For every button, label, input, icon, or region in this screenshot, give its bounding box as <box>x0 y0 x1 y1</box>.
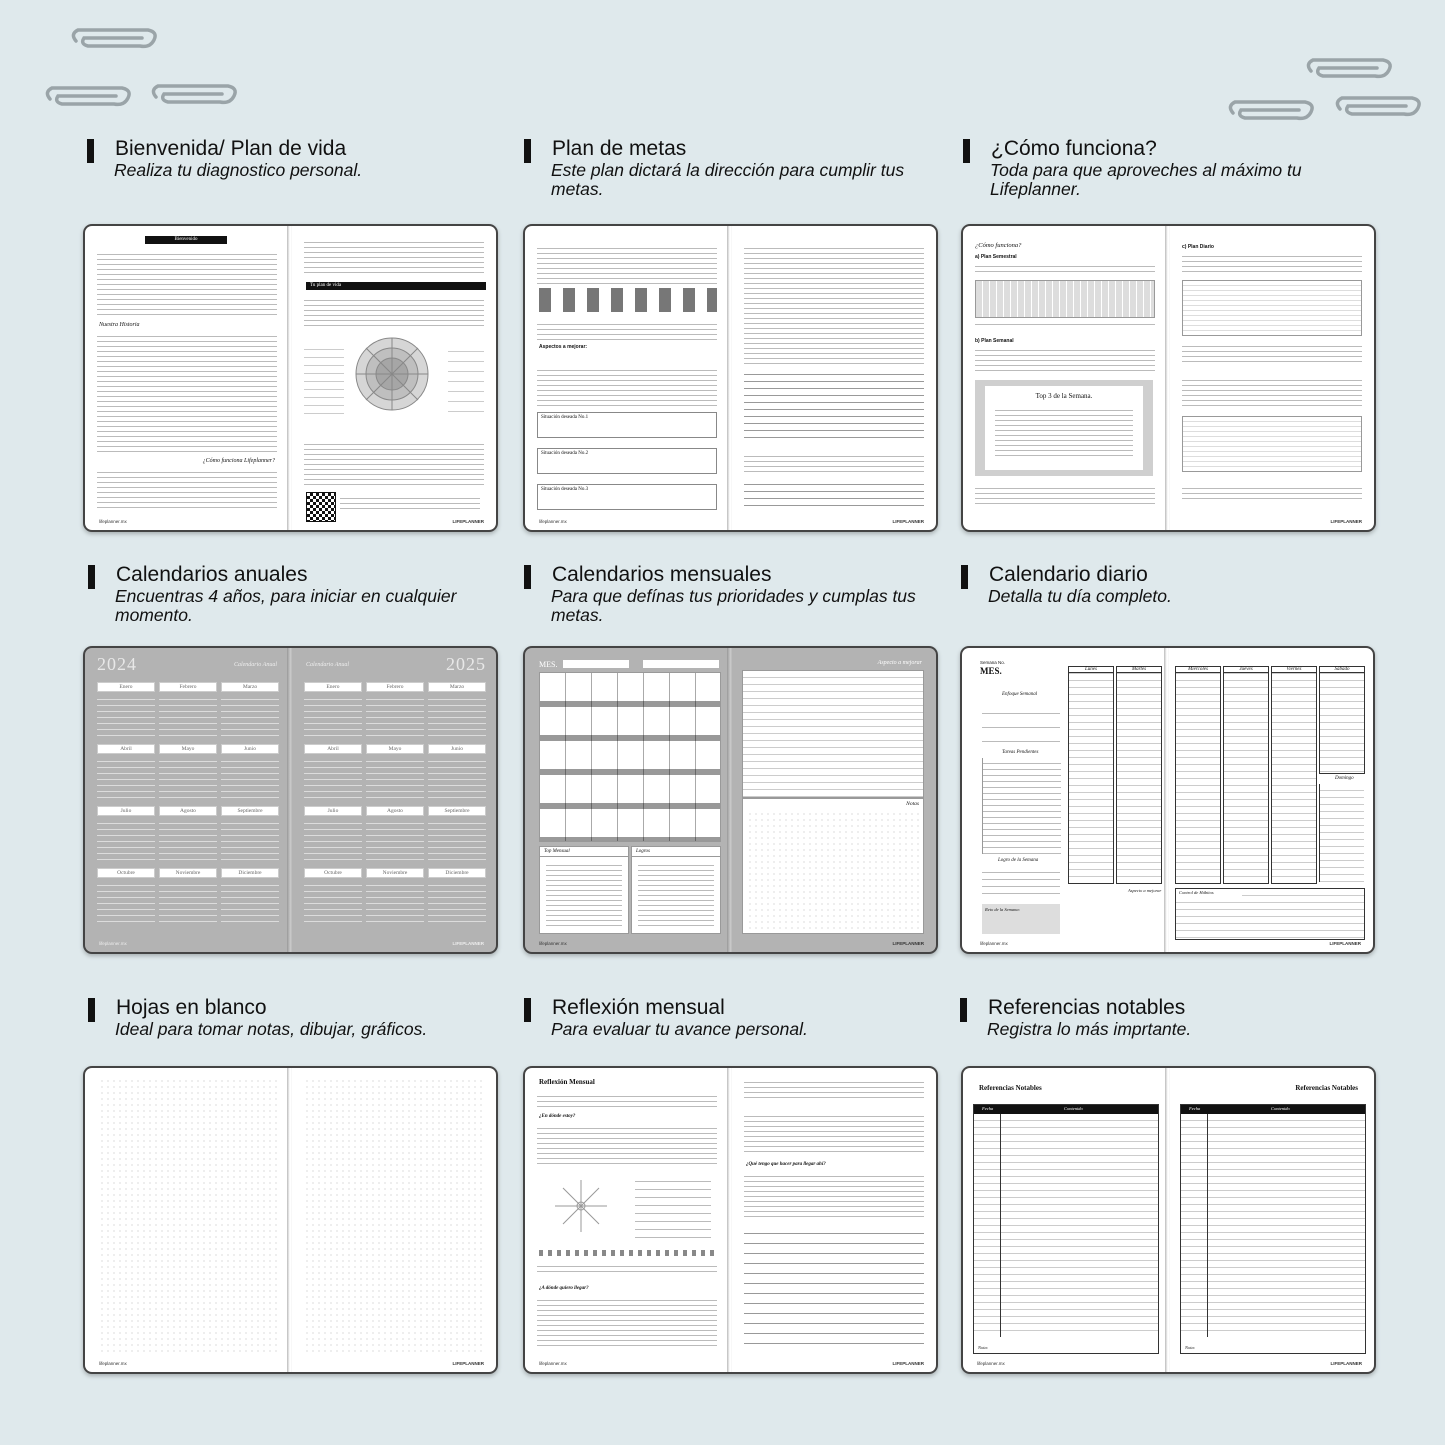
month-name: Mayo <box>159 744 217 754</box>
month-days <box>159 880 217 924</box>
month-name: Agosto <box>366 806 424 816</box>
aspects-label: Aspectos a mejorar: <box>539 344 588 350</box>
box-label: Situación deseada No.1 <box>541 415 589 420</box>
page-right <box>1170 226 1374 530</box>
month-name: Marzo <box>221 682 279 692</box>
month-days <box>304 818 362 862</box>
text-block <box>304 440 484 486</box>
month-block <box>159 806 217 862</box>
day-column-sabado <box>1319 666 1365 774</box>
book-plan-de-metas <box>523 224 938 532</box>
month-days <box>221 694 279 738</box>
period-list <box>448 342 484 418</box>
icon-row <box>539 288 717 312</box>
text-block <box>744 244 924 364</box>
day-title: Miércoles <box>1176 667 1220 673</box>
month-name: Junio <box>428 744 486 754</box>
month-input[interactable] <box>563 660 629 668</box>
section-subtitle: Toda para que aproveches al máximo tu Lifeplanner. <box>990 160 1302 199</box>
section-subtitle: Para evaluar tu avance personal. <box>551 1019 808 1039</box>
paperclip-icon <box>42 84 134 114</box>
subheading: b) Plan Semanal <box>975 338 1014 344</box>
section-marker <box>963 139 970 163</box>
text-block <box>537 1124 717 1168</box>
reto-box <box>982 904 1060 934</box>
section-marker <box>88 565 95 589</box>
month-days <box>304 756 362 800</box>
nota-row: Nota: <box>1185 1345 1196 1350</box>
box-title: Top Mensual <box>540 847 628 857</box>
month-name: Noviembre <box>159 868 217 878</box>
section-title: Calendario diario <box>989 563 1148 586</box>
month-name: Enero <box>97 682 155 692</box>
month-block <box>428 806 486 862</box>
section-subtitle: Realiza tu diagnostico personal. <box>114 160 363 180</box>
month-days <box>97 880 155 924</box>
table-rows <box>974 1114 1158 1337</box>
month-block <box>97 682 155 738</box>
month-days <box>428 756 486 800</box>
section-title: ¿Cómo funciona? <box>991 137 1157 160</box>
footer-right: LIFEPLANNER <box>892 519 924 524</box>
section-title: Referencias notables <box>988 996 1186 1019</box>
aspect-header: Aspecto a mejorar <box>877 660 922 666</box>
month-days <box>304 694 362 738</box>
footer-left: lifeplanner.mx <box>977 1361 1005 1366</box>
box-lines <box>638 861 714 929</box>
paperclip-icon <box>1303 56 1395 86</box>
month-days <box>428 880 486 924</box>
month-block <box>97 806 155 862</box>
paperclip-icon <box>1225 98 1317 128</box>
day-title: Viernes <box>1272 667 1316 673</box>
page-left <box>85 648 289 952</box>
month-days <box>221 756 279 800</box>
reto-title: Reto de la Semana: <box>985 907 1021 912</box>
text-block <box>975 320 1155 328</box>
footer-right: LIFEPLANNER <box>452 1361 484 1366</box>
text-block <box>744 1172 924 1218</box>
book-calendarios-anuales <box>83 646 498 954</box>
desired-situation-box <box>537 412 717 438</box>
wheel-of-life-chart <box>352 334 432 414</box>
text-block <box>744 452 924 472</box>
day-title: Sábado <box>1320 667 1364 673</box>
footer-left: lifeplanner.mx <box>980 941 1008 946</box>
month-days <box>159 818 217 862</box>
month-block <box>159 868 217 924</box>
page-left <box>963 226 1167 530</box>
month-name: Mayo <box>366 744 424 754</box>
month-block <box>159 682 217 738</box>
subheading: a) Plan Semestral <box>975 254 1017 260</box>
text-block <box>744 1078 924 1102</box>
references-table <box>973 1104 1159 1354</box>
notes-box <box>742 798 924 934</box>
section-title: Reflexión mensual <box>552 996 725 1019</box>
day-column-viernes <box>1271 666 1317 884</box>
month-days <box>221 880 279 924</box>
month-days <box>366 818 424 862</box>
month-name: Octubre <box>304 868 362 878</box>
text-block <box>537 366 717 410</box>
month-days <box>159 756 217 800</box>
day-title: Jueves <box>1224 667 1268 673</box>
section-marker <box>87 139 94 163</box>
section-marker <box>961 565 968 589</box>
pendientes-box <box>982 758 1061 854</box>
logro-title: Logro de la Semana <box>998 858 1039 863</box>
subheading: Nuestra Historia <box>99 322 140 328</box>
box-label: Situación deseada No.2 <box>541 451 589 456</box>
page-heading: Referencias Notables <box>1295 1084 1358 1092</box>
page-right <box>292 648 496 952</box>
footer-right: LIFEPLANNER <box>452 941 484 946</box>
column-header: Fecha <box>1189 1106 1201 1111</box>
year-label: 2025 <box>446 654 486 674</box>
habit-title: Control de Hábitos <box>1176 889 1242 896</box>
text-block <box>304 238 484 276</box>
column-header: Contenido <box>1271 1106 1290 1111</box>
subheading: ¿En dónde estoy? <box>539 1114 576 1119</box>
month-days <box>428 694 486 738</box>
section-subtitle: Ideal para tomar notas, dibujar, gráficos. <box>115 1019 428 1039</box>
box-label: Situación deseada No.3 <box>541 487 589 492</box>
month-days <box>366 694 424 738</box>
month-block <box>159 744 217 800</box>
page-heading: Referencias Notables <box>979 1084 1042 1092</box>
footer-left: lifeplanner.mx <box>99 519 127 524</box>
task-lines <box>742 670 924 798</box>
month-block <box>366 806 424 862</box>
page-right <box>732 226 936 530</box>
steps-table <box>744 1224 924 1350</box>
page-header: Tu plan de vida <box>306 282 486 290</box>
dot-grid <box>99 1078 277 1352</box>
footer-right: LIFEPLANNER <box>892 941 924 946</box>
month-block <box>221 744 279 800</box>
section-title: Bienvenida/ Plan de vida <box>115 137 347 160</box>
paperclip-icon <box>1332 94 1424 124</box>
month-name: Agosto <box>159 806 217 816</box>
day-column-domingo <box>1319 784 1364 882</box>
aspect-label: Aspecto a mejorar <box>1128 888 1162 893</box>
enfoque-box <box>982 700 1060 746</box>
book-hojas-en-blanco <box>83 1066 498 1374</box>
week-label: Semana No. <box>980 660 1006 665</box>
text-block <box>537 320 717 340</box>
day-title: Lunes <box>1069 667 1113 673</box>
day-column-jueves <box>1223 666 1269 884</box>
table-header <box>1181 1105 1365 1114</box>
book-como-funciona <box>961 224 1376 532</box>
book-referencias-notables <box>961 1066 1376 1374</box>
reflection-wheel-chart <box>551 1176 611 1236</box>
text-block <box>537 244 717 286</box>
text-block <box>1182 342 1362 364</box>
month-block <box>97 744 155 800</box>
section-marker <box>524 998 531 1022</box>
table-header <box>974 1105 1158 1114</box>
month-name: Septiembre <box>221 806 279 816</box>
month-days <box>97 818 155 862</box>
book-reflexion-mensual <box>523 1066 938 1374</box>
month-days <box>304 880 362 924</box>
month-days <box>97 694 155 738</box>
month-days <box>428 818 486 862</box>
month-days <box>159 694 217 738</box>
text-block <box>537 1092 717 1110</box>
top3-lines <box>995 406 1133 456</box>
month-block <box>221 868 279 924</box>
month-name: Julio <box>304 806 362 816</box>
footer-left: lifeplanner.mx <box>539 1361 567 1366</box>
section-marker <box>524 139 531 163</box>
box-title: Notas <box>906 801 919 807</box>
table-rows <box>1181 1114 1365 1337</box>
book-bienvenida <box>83 224 498 532</box>
text-block <box>304 296 484 330</box>
month-block <box>304 744 362 800</box>
text-block <box>975 346 1155 374</box>
day-column-miercoles <box>1175 666 1221 884</box>
logros-box <box>631 846 721 934</box>
month-header-bar <box>643 660 719 668</box>
month-block <box>304 682 362 738</box>
section-title: Hojas en blanco <box>116 996 267 1019</box>
habit-tracker <box>1175 888 1365 940</box>
page-heading: ¿Cómo funciona? <box>975 242 1022 249</box>
text-block <box>975 484 1155 508</box>
month-days <box>97 756 155 800</box>
footer-left: lifeplanner.mx <box>99 1361 127 1366</box>
page-left <box>962 648 1166 952</box>
section-subtitle: Encuentras 4 años, para iniciar en cualquier momento. <box>115 586 457 625</box>
footer-left: lifeplanner.mx <box>539 941 567 946</box>
month-block <box>428 744 486 800</box>
text-block <box>97 468 277 508</box>
month-block <box>97 868 155 924</box>
page-heading: Reflexión Mensual <box>539 1078 595 1086</box>
month-name: Abril <box>97 744 155 754</box>
pendientes-title: Tareas Pendientes <box>1002 750 1039 755</box>
section-title: Plan de metas <box>552 137 687 160</box>
section-subtitle: Detalla tu día completo. <box>988 586 1172 606</box>
footer-right: LIFEPLANNER <box>892 1361 924 1366</box>
month-block <box>221 682 279 738</box>
domingo-title: Domingo <box>1335 776 1354 781</box>
section-subtitle: Registra lo más imprtante. <box>987 1019 1192 1039</box>
top3-preview <box>975 380 1153 476</box>
section-subtitle: Para que defínas tus prioridades y cumplas tus metas. <box>551 586 916 625</box>
nota-row: Nota: <box>978 1345 989 1350</box>
page-left <box>85 226 289 530</box>
book-calendarios-mensuales <box>523 646 938 954</box>
footer-left: lifeplanner.mx <box>99 941 127 946</box>
subheading: c) Plan Diario <box>1182 244 1214 250</box>
text-block <box>340 494 480 512</box>
page-left <box>525 226 729 530</box>
text-block <box>975 262 1155 276</box>
text-block <box>1182 376 1362 410</box>
month-days <box>221 818 279 862</box>
month-name: Diciembre <box>428 868 486 878</box>
month-name: Abril <box>304 744 362 754</box>
page-right <box>292 226 496 530</box>
footer-right: LIFEPLANNER <box>1329 941 1361 946</box>
subheading: ¿Qué tengo que hacer para llegar ahí? <box>746 1162 826 1167</box>
paperclip-icon <box>148 82 240 112</box>
day-column-lunes <box>1068 666 1114 884</box>
text-block <box>744 1112 924 1152</box>
month-block <box>304 806 362 862</box>
month-name: Septiembre <box>428 806 486 816</box>
column-header: Contenido <box>1064 1106 1083 1111</box>
month-name: Noviembre <box>366 868 424 878</box>
footer-right: LIFEPLANNER <box>452 519 484 524</box>
qr-code-icon <box>306 492 336 522</box>
year-label: 2024 <box>97 654 137 674</box>
column-header: Fecha <box>982 1106 994 1111</box>
day-column-martes <box>1116 666 1162 884</box>
semester-preview <box>975 280 1155 318</box>
subheading: ¿A dónde quiero llegar? <box>539 1286 589 1291</box>
pending-preview <box>1182 416 1362 472</box>
section-title: Calendarios anuales <box>116 563 308 586</box>
page-right <box>1170 1068 1374 1372</box>
month-name: Diciembre <box>221 868 279 878</box>
month-name: Julio <box>97 806 155 816</box>
text-block <box>97 332 277 452</box>
page-left <box>85 1068 289 1372</box>
month-name: Junio <box>221 744 279 754</box>
steps-table <box>744 478 924 508</box>
month-grid <box>539 672 721 842</box>
footer-right: LIFEPLANNER <box>1330 1361 1362 1366</box>
calendar-caption: Calendario Anual <box>306 662 350 668</box>
month-block <box>221 806 279 862</box>
paperclip-icon <box>68 26 160 56</box>
day-title: Martes <box>1117 667 1161 673</box>
dot-grid <box>747 811 919 929</box>
month-name: Febrero <box>159 682 217 692</box>
page-left <box>963 1068 1167 1372</box>
page-right <box>1169 648 1373 952</box>
month-block <box>428 868 486 924</box>
month-block <box>366 868 424 924</box>
footer-left: lifeplanner.mx <box>539 519 567 524</box>
calendar-caption: Calendario Anual <box>233 662 277 668</box>
book-calendario-diario <box>960 646 1375 954</box>
steps-table <box>744 368 924 444</box>
desired-situation-box <box>537 484 717 510</box>
month-block <box>428 682 486 738</box>
box-lines <box>546 861 622 929</box>
month-block <box>366 744 424 800</box>
section-subtitle: Este plan dictará la dirección para cumplir tus metas. <box>551 160 905 199</box>
aspect-list <box>635 1174 711 1240</box>
page-right <box>292 1068 496 1372</box>
page-right <box>732 648 936 952</box>
text-block <box>537 1296 717 1348</box>
month-days <box>366 880 424 924</box>
text-block <box>537 1262 717 1274</box>
month-name: Octubre <box>97 868 155 878</box>
section-marker <box>524 565 531 589</box>
dot-grid <box>304 1078 482 1352</box>
page-left <box>525 1068 729 1372</box>
top3-title: Top 3 de la Semana. <box>1035 392 1093 400</box>
section-title: Calendarios mensuales <box>552 563 772 586</box>
desired-situation-box <box>537 448 717 474</box>
month-name: Marzo <box>428 682 486 692</box>
top-mensual-box <box>539 846 629 934</box>
subheading: ¿Cómo funciona Lifeplanner? <box>202 458 275 464</box>
month-name: Febrero <box>366 682 424 692</box>
page-header: Bienvenido <box>145 236 227 244</box>
month-block <box>304 868 362 924</box>
month-label: MES. <box>980 666 1002 676</box>
enfoque-title: Enfoque Semanal <box>1002 692 1038 697</box>
section-marker <box>88 998 95 1022</box>
logro-box <box>982 866 1060 894</box>
section-marker <box>960 998 967 1022</box>
text-block <box>97 250 277 318</box>
text-block <box>1182 484 1362 502</box>
month-name: Enero <box>304 682 362 692</box>
month-label: MES. <box>539 660 558 669</box>
text-block <box>1182 252 1362 274</box>
references-table <box>1180 1104 1366 1354</box>
month-days <box>366 756 424 800</box>
page-left <box>525 648 729 952</box>
daily-preview <box>1182 280 1362 336</box>
score-row <box>539 1250 715 1256</box>
month-block <box>366 682 424 738</box>
aspect-list <box>304 342 344 418</box>
box-title: Logros <box>632 847 720 857</box>
footer-right: LIFEPLANNER <box>1330 519 1362 524</box>
page-right <box>732 1068 936 1372</box>
